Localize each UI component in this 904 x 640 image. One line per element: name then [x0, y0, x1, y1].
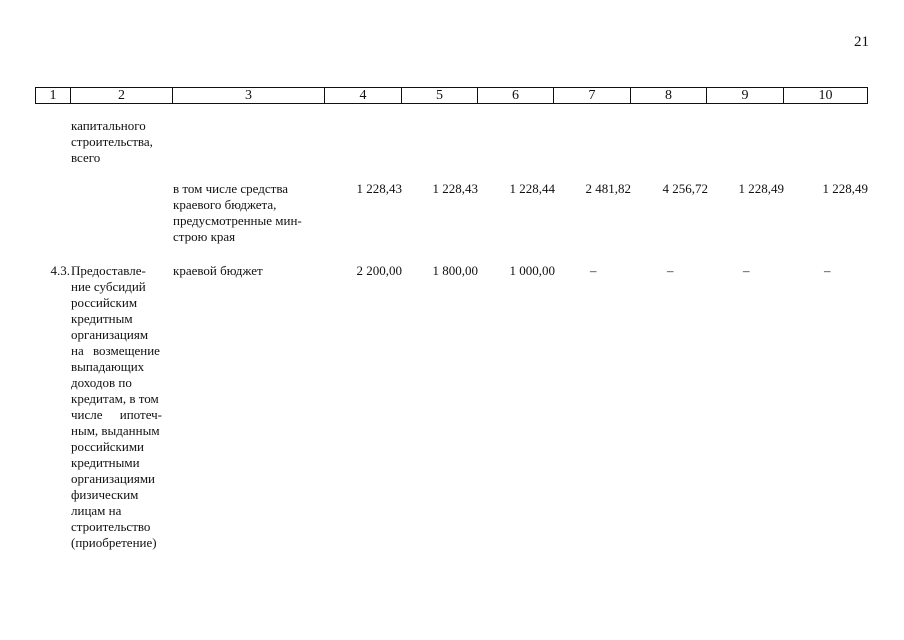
text-line: краевого бюджета, — [173, 197, 277, 212]
text-line: кредитными — [71, 455, 140, 470]
continuation-value-col4: 1 228,43 — [356, 181, 402, 196]
text-line: на возмещение — [71, 343, 160, 358]
continuation-value-col6: 1 228,44 — [509, 181, 555, 196]
continuation-value-col7: 2 481,82 — [585, 181, 631, 196]
text-line: строительство — [71, 519, 151, 534]
text-line: организациям — [71, 327, 149, 342]
header-col-9: 9 — [707, 88, 784, 104]
text-line: (приобретение) — [71, 535, 157, 550]
text-line: кредитным — [71, 311, 133, 326]
text-line: российскими — [71, 439, 145, 454]
text-line: строю края — [173, 229, 236, 244]
header-col-1: 1 — [36, 88, 71, 104]
row-43-value-col4: 2 200,00 — [356, 263, 402, 278]
text-line: в том числе средства — [173, 181, 289, 196]
text-line: российским — [71, 295, 138, 310]
header-col-4: 4 — [325, 88, 402, 104]
text-line: капитального — [71, 118, 146, 133]
text-line: предусмотренные мин- — [173, 213, 302, 228]
row-number: 4.3. — [50, 263, 70, 278]
continuation-value-col10: 1 228,49 — [822, 181, 868, 196]
header-col-2: 2 — [71, 88, 173, 104]
row-43-value-col8: – — [667, 263, 674, 278]
page-number: 21 — [854, 34, 869, 50]
text-line: строительства, — [71, 134, 153, 149]
row-43-value-col6: 1 000,00 — [509, 263, 555, 278]
continuation-col2-text — [71, 118, 174, 166]
column-number-header — [35, 87, 868, 104]
row-43-value-col7: – — [590, 263, 597, 278]
text-line: организациями — [71, 471, 155, 486]
text-line: Предоставле- — [71, 263, 146, 278]
text-line: всего — [71, 150, 101, 165]
continuation-value-col9: 1 228,49 — [738, 181, 784, 196]
continuation-col3-text — [173, 181, 325, 245]
header-col-6: 6 — [478, 88, 554, 104]
row-43-value-col5: 1 800,00 — [432, 263, 478, 278]
text-line: ным, выданным — [71, 423, 160, 438]
text-line: лицам на — [71, 503, 122, 518]
row-43-description — [71, 263, 174, 551]
continuation-value-col5: 1 228,43 — [432, 181, 478, 196]
header-col-5: 5 — [402, 88, 478, 104]
text-line: кредитам, в том — [71, 391, 159, 406]
row-43-value-col9: – — [743, 263, 750, 278]
text-line: числе ипотеч- — [71, 407, 163, 422]
header-col-3: 3 — [173, 88, 325, 104]
header-col-7: 7 — [554, 88, 631, 104]
continuation-value-col8: 4 256,72 — [662, 181, 708, 196]
text-line: ние субсидий — [71, 279, 146, 294]
text-line: физическим — [71, 487, 139, 502]
row-43-funding-source: краевой бюджет — [173, 263, 263, 278]
header-col-8: 8 — [631, 88, 707, 104]
text-line: выпадающих — [71, 359, 145, 374]
header-col-10: 10 — [784, 88, 868, 104]
row-43-value-col10: – — [824, 263, 831, 278]
text-line: доходов по — [71, 375, 132, 390]
